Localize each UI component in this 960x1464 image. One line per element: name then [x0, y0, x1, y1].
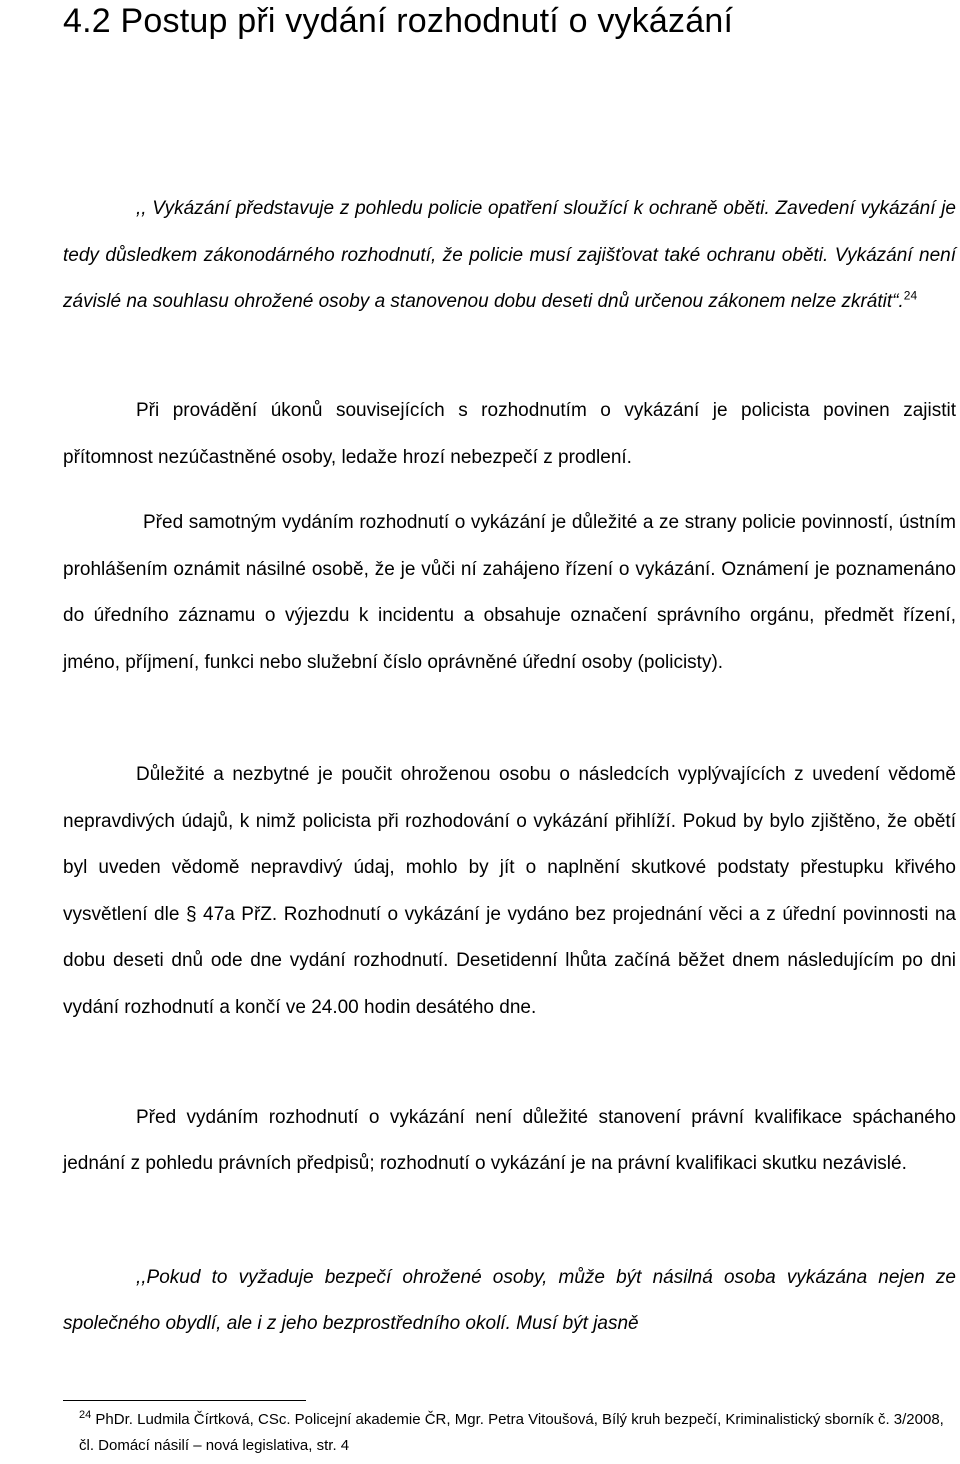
- section-heading: 4.2 Postup při vydání rozhodnutí o vykázání: [63, 2, 734, 40]
- paragraph-quote-intro-text: ,, Vykázání představuje z pohledu policie opatření sloužící k ochraně oběti. Zavedení vykázání je tedy důsledkem zákonodárného rozhodnutí, že policie musí zajišťovat také ochranu oběti. Vykázání není závislé na souhlasu ohrožené osoby a stanovenou dobu deseti dnů určenou zákonem nelze zkrátit“.: [63, 198, 956, 313]
- paragraph-instruction: Důležité a nezbytné je poučit ohroženou osobu o následcích vyplývajících z uvedení vědomě nepravdivých údajů, k nimž policista při rozhodování o vykázání přihlíží. Pokud by bylo zjištěno, že obětí byl uveden vědomě nepravdivý údaj, mohlo by jít o naplnění skutkové podstaty přestupku křivého vysvětlení dle § 47a PřZ. Rozhodnutí o vykázání je vydáno bez projednání věci a z úřední povinnosti na dobu deseti dnů ode dne vydání rozhodnutí. Desetidenní lhůta začíná běžet dnem následujícím po dni vydání rozhodnutí a končí ve 24.00 hodin desátého dne.: [63, 764, 956, 1018]
- footnote: [79, 1407, 956, 1459]
- paragraph-witness: Při provádění úkonů souvisejících s rozhodnutím o vykázání je policista povinen zajistit přítomnost nezúčastněné osoby, ledaže hrozí nebezpečí z prodlení.: [63, 400, 956, 468]
- footnote-reference[interactable]: 24: [903, 288, 918, 303]
- paragraph-quote-intro: [63, 186, 956, 326]
- paragraph-notification: Před samotným vydáním rozhodnutí o vykázání je důležité a ze strany policie povinností, ústním prohlášením oznámit násilné osobě, že je vůči ní zahájeno řízení o vykázání. Oznámení je poznamenáno do úředního záznamu o výjezdu k incidentu a obsahuje označení správního orgánu, předmět řízení, jméno, příjmení, funkci nebo služební číslo oprávněné úřední osoby (policisty).: [63, 512, 956, 673]
- paragraph-qualification: Před vydáním rozhodnutí o vykázání není důležité stanovení právní kvalifikace spáchaného jednání z pohledu právních předpisů; rozhodnutí o vykázání je na právní kvalifikaci skutku nezávislé.: [63, 1107, 956, 1174]
- footnote-text: PhDr. Ludmila Čírtková, CSc. Policejní akademie ČR, Mgr. Petra Vitoušová, Bílý kruh bezpečí, Kriminalistický sborník č. 3/2008, čl. Domácí násilí – nová legislativa, str. 4: [79, 1411, 944, 1454]
- footnote-number: 24: [79, 1409, 92, 1421]
- footnote-separator: [63, 1400, 306, 1401]
- paragraph-quote-safety: ,,Pokud to vyžaduje bezpečí ohrožené osoby, může být násilná osoba vykázána nejen ze společného obydlí, ale i z jeho bezprostředního okolí. Musí být jasně: [63, 1267, 956, 1334]
